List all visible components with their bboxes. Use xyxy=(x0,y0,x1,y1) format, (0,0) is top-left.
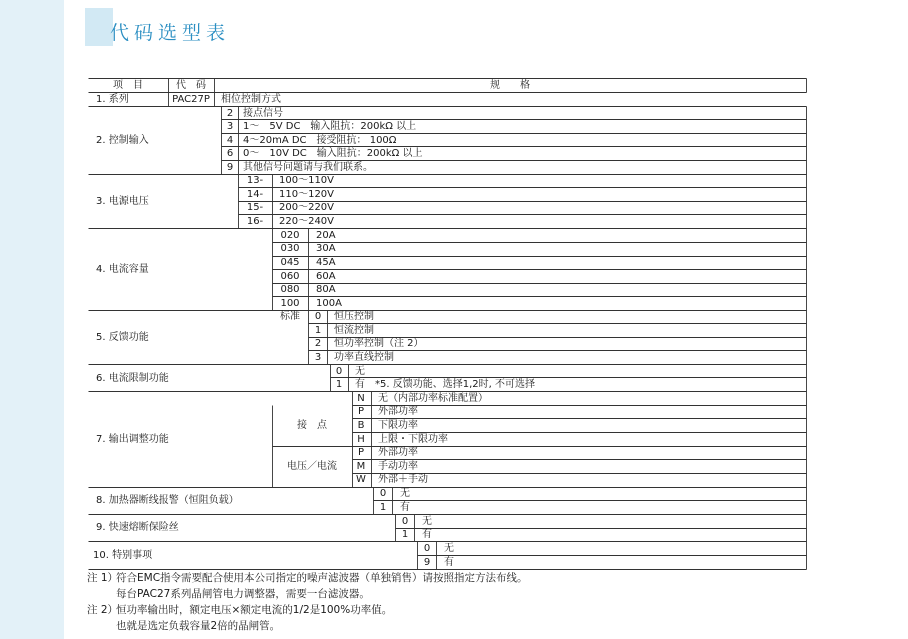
series-desc: 相位控制方式 xyxy=(221,94,281,105)
control-input-code-3: 3 xyxy=(226,121,234,132)
feedback-code-3: 3 xyxy=(314,352,322,363)
fuse-code-0: 0 xyxy=(401,516,409,527)
output-adjust-signal-code-p: P xyxy=(357,447,365,458)
current-code-045: 045 xyxy=(280,257,300,268)
special-code-0: 0 xyxy=(423,543,431,554)
feedback-standard-tag: 标准 xyxy=(280,311,300,322)
control-input-desc-2: 接点信号 xyxy=(243,108,283,119)
note-2-mark: 注 2） xyxy=(87,604,119,616)
control-input-desc-4: 4～20mA DC 接受阻抗： 100Ω xyxy=(243,135,397,146)
heater-alarm-label: 8. 加热器断线报警（恒阻负载） xyxy=(96,495,239,506)
special-label: 10. 特别事项 xyxy=(93,550,153,561)
current-desc-030: 30A xyxy=(316,243,336,254)
voltage-code-15: 15- xyxy=(246,202,264,213)
current-code-080: 080 xyxy=(280,284,300,295)
current-desc-060: 60A xyxy=(316,271,336,282)
fuse-desc-1: 有 xyxy=(422,529,432,540)
output-adjust-signal-label: 电压／电流 xyxy=(287,461,337,472)
voltage-desc-13: 100～110V xyxy=(279,175,335,186)
current-label: 4. 电流容量 xyxy=(96,264,149,275)
note-1-line-1: 符合EMC指令需要配合使用本公司指定的噪声滤波器（单独销售）请按照指定方法布线。 xyxy=(116,572,528,584)
feedback-desc-1: 恒流控制 xyxy=(334,325,374,336)
header-spec: 规 格 xyxy=(490,80,530,91)
note-1-line-2: 每台PAC27系列晶闸管电力调整器，需要一台滤波器。 xyxy=(116,588,370,600)
current-code-030: 030 xyxy=(280,243,300,254)
current-code-020: 020 xyxy=(280,230,300,241)
note-1-mark: 注 1） xyxy=(87,572,119,584)
control-input-desc-3: 1～ 5V DC 输入阻抗：200kΩ 以上 xyxy=(243,121,417,132)
feedback-desc-0: 恒压控制 xyxy=(334,311,374,322)
output-adjust-signal-desc-w: 外部＋手动 xyxy=(378,474,428,485)
special-desc-9: 有 xyxy=(444,557,454,568)
control-input-label: 2. 控制输入 xyxy=(96,135,149,146)
current-desc-100: 100A xyxy=(316,298,342,309)
output-adjust-code-n: N xyxy=(357,393,365,404)
current-desc-080: 80A xyxy=(316,284,336,295)
feedback-code-1: 1 xyxy=(314,325,322,336)
feedback-label: 5. 反馈功能 xyxy=(96,332,149,343)
output-adjust-contact-code-h: H xyxy=(357,434,365,445)
control-input-desc-9: 其他信号问题请与我们联系。 xyxy=(243,162,373,173)
current-code-100: 100 xyxy=(280,298,300,309)
current-limit-code-0: 0 xyxy=(335,366,343,377)
output-adjust-contact-desc-h: 上限・下限功率 xyxy=(378,434,448,445)
output-adjust-label: 7. 输出调整功能 xyxy=(96,434,169,445)
series-code: PAC27P xyxy=(172,94,210,105)
control-input-desc-6: 0～ 10V DC 输入阻抗：200kΩ 以上 xyxy=(243,148,423,159)
voltage-code-13: 13- xyxy=(246,175,264,186)
header-code: 代 码 xyxy=(176,80,206,91)
note-2-line-2: 也就是选定负载容量2倍的晶闸管。 xyxy=(116,620,281,632)
feedback-code-0: 0 xyxy=(314,311,322,322)
heater-alarm-desc-0: 无 xyxy=(400,488,410,499)
fuse-desc-0: 无 xyxy=(422,516,432,527)
voltage-desc-14: 110～120V xyxy=(279,189,335,200)
current-limit-label: 6. 电流限制功能 xyxy=(96,373,169,384)
special-code-9: 9 xyxy=(423,557,431,568)
special-desc-0: 无 xyxy=(444,543,454,554)
feedback-desc-2: 恒功率控制（注 2） xyxy=(334,338,424,349)
voltage-label: 3. 电源电压 xyxy=(96,196,149,207)
output-adjust-signal-code-m: M xyxy=(356,461,366,472)
heater-alarm-code-1: 1 xyxy=(379,502,387,513)
voltage-code-16: 16- xyxy=(246,216,264,227)
series-label: 1. 系列 xyxy=(96,94,129,105)
output-adjust-signal-desc-p: 外部功率 xyxy=(378,447,418,458)
output-adjust-contact-code-p: P xyxy=(357,406,365,417)
voltage-code-14: 14- xyxy=(246,189,264,200)
current-code-060: 060 xyxy=(280,271,300,282)
current-desc-020: 20A xyxy=(316,230,336,241)
heater-alarm-code-0: 0 xyxy=(379,488,387,499)
voltage-desc-16: 220～240V xyxy=(279,216,335,227)
control-input-code-4: 4 xyxy=(226,135,234,146)
output-adjust-contact-label: 接 点 xyxy=(297,420,327,431)
page-title: 代码选型表 xyxy=(110,22,231,44)
current-limit-desc-1: 有 *5. 反馈功能、选择1,2时, 不可选择 xyxy=(355,379,535,390)
control-input-code-6: 6 xyxy=(226,148,234,159)
current-limit-code-1: 1 xyxy=(335,379,343,390)
output-adjust-signal-code-w: W xyxy=(356,474,366,485)
fuse-code-1: 1 xyxy=(401,529,409,540)
voltage-desc-15: 200～220V xyxy=(279,202,335,213)
current-limit-desc-0: 无 xyxy=(355,366,365,377)
fuse-label: 9. 快速熔断保险丝 xyxy=(96,522,179,533)
note-2-line-1: 恒功率输出时，额定电压×额定电流的1/2是100%功率值。 xyxy=(116,604,393,616)
output-adjust-desc-n: 无（内部功率标准配置） xyxy=(378,393,488,404)
control-input-code-9: 9 xyxy=(226,162,234,173)
feedback-desc-3: 功率直线控制 xyxy=(334,352,394,363)
control-input-code-2: 2 xyxy=(226,108,234,119)
feedback-code-2: 2 xyxy=(314,338,322,349)
output-adjust-contact-desc-b: 下限功率 xyxy=(378,420,418,431)
output-adjust-signal-desc-m: 手动功率 xyxy=(378,461,418,472)
output-adjust-contact-code-b: B xyxy=(357,420,365,431)
current-desc-045: 45A xyxy=(316,257,336,268)
output-adjust-contact-desc-p: 外部功率 xyxy=(378,406,418,417)
heater-alarm-desc-1: 有 xyxy=(400,502,410,513)
header-item: 项 目 xyxy=(113,80,143,91)
